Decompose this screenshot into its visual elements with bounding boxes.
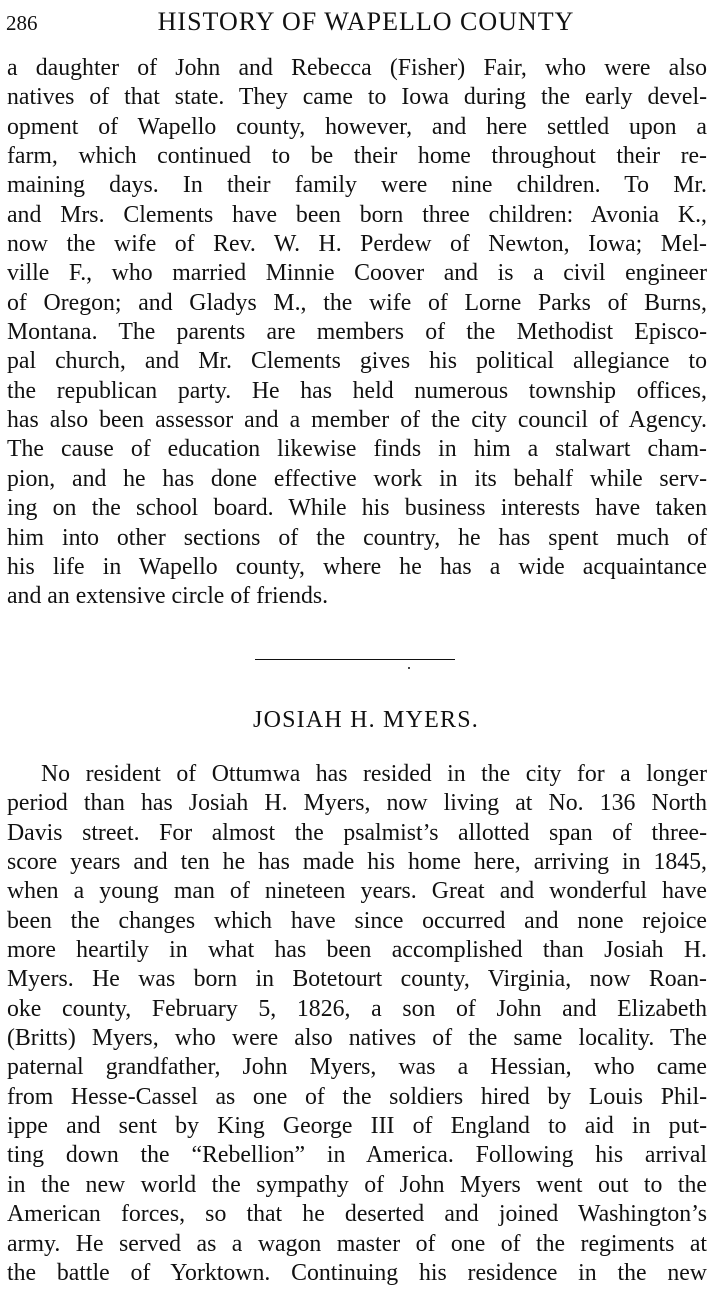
text-line: and Mrs. Clements have been born three children: Avonia K.,	[7, 201, 707, 228]
text-line: American forces, so that he deserted and joined Washington’s	[7, 1201, 707, 1228]
paragraph-josiah-myers	[7, 760, 707, 1288]
running-title: HISTORY OF WAPELLO COUNTY	[157, 7, 575, 36]
text-line: more heartily in what has been accomplished than Josiah H.	[7, 937, 707, 964]
text-line: Myers. He was born in Botetourt county, Virginia, now Roan-	[7, 966, 707, 993]
text-line: Montana. The parents are members of the Methodist Episco-	[7, 319, 707, 346]
text-line: in the new world the sympathy of John Myers went out to the	[7, 1171, 707, 1198]
text-line: ippe and sent by King George III of England to aid in put-	[7, 1113, 707, 1140]
text-line: army. He served as a wagon master of one of the regiments at	[7, 1230, 707, 1257]
paragraph-clements-family	[7, 54, 707, 612]
text-line: pion, and he has done effective work in its behalf while serv-	[7, 465, 707, 492]
text-line: has also been assessor and a member of the city council of Agency.	[7, 407, 707, 434]
text-line: (Britts) Myers, who were also natives of the same locality. The	[7, 1025, 707, 1052]
section-heading: JOSIAH H. MYERS.	[253, 707, 479, 733]
text-line: and an extensive circle of friends.	[7, 583, 329, 610]
text-line: Davis street. For almost the psalmist’s allotted span of three-	[7, 819, 707, 846]
text-line: of Oregon; and Gladys M., the wife of Lorne Parks of Burns,	[7, 289, 707, 316]
text-line: ville F., who married Minnie Coover and is a civil engineer	[7, 260, 707, 287]
text-line: natives of that state. They came to Iowa during the early devel-	[7, 84, 707, 111]
section-separator-rule	[255, 659, 455, 660]
text-line: oke county, February 5, 1826, a son of John and Elizabeth	[7, 995, 707, 1022]
text-line: a daughter of John and Rebecca (Fisher) Fair, who were also	[7, 55, 707, 81]
text-line: ing on the school board. While his business interests have taken	[7, 495, 707, 522]
text-line: The cause of education likewise finds in him a stalwart cham-	[7, 436, 707, 463]
text-line: from Hesse-Cassel as one of the soldiers hired by Louis Phil-	[7, 1083, 707, 1110]
text-line: maining days. In their family were nine children. To Mr.	[7, 172, 707, 199]
text-line: now the wife of Rev. W. H. Perdew of Newton, Iowa; Mel-	[7, 231, 707, 258]
text-line: the republican party. He has held numerous township offices,	[7, 377, 707, 404]
text-line: No resident of Ottumwa has resided in the city for a longer	[41, 761, 707, 787]
text-line: paternal grandfather, John Myers, was a Hessian, who came	[7, 1054, 707, 1081]
running-head	[6, 6, 712, 40]
text-line: period than has Josiah H. Myers, now living at No. 136 North	[7, 790, 707, 817]
page-number: 286	[6, 11, 38, 35]
text-line: the battle of Yorktown. Continuing his residence in the new	[7, 1259, 707, 1286]
separator-dot	[408, 667, 410, 669]
text-line: score years and ten he has made his home here, arriving in 1845,	[7, 849, 707, 876]
text-line: pal church, and Mr. Clements gives his political allegiance to	[7, 348, 707, 375]
text-line: him into other sections of the country, he has spent much of	[7, 524, 707, 551]
text-line: farm, which continued to be their home throughout their re-	[7, 143, 707, 170]
text-line: ting down the “Rebellion” in America. Following his arrival	[7, 1142, 707, 1169]
text-line: opment of Wapello county, however, and here settled upon a	[7, 113, 707, 140]
text-line: when a young man of nineteen years. Great and wonderful have	[7, 878, 707, 905]
text-line: been the changes which have since occurred and none rejoice	[7, 907, 707, 934]
text-line: his life in Wapello county, where he has a wide acquaintance	[7, 553, 707, 580]
